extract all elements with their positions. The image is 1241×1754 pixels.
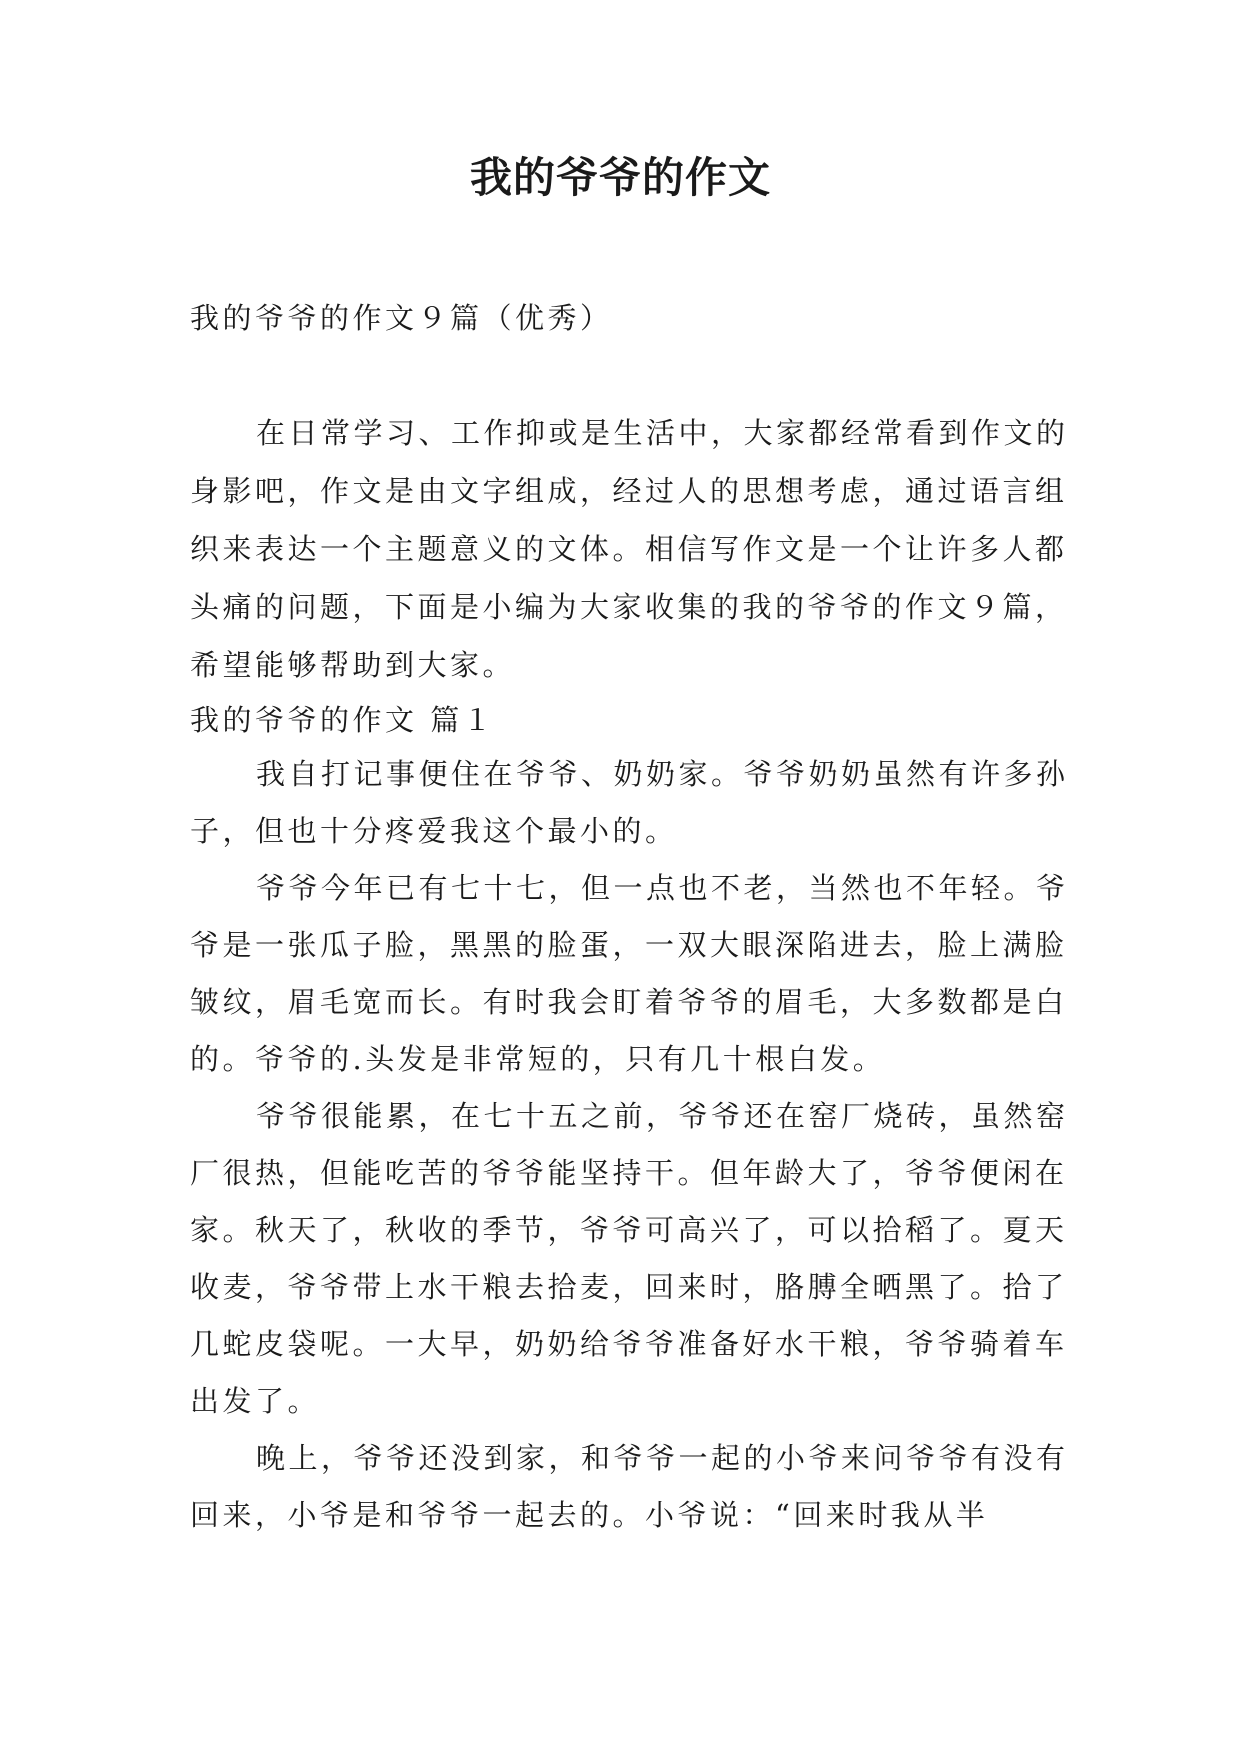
document-subtitle: 我的爷爷的作文９篇（优秀） — [190, 301, 613, 335]
body-paragraph: 爷爷很能累，在七十五之前，爷爷还在窑厂烧砖，虽然窑厂很热，但能吃苦的爷爷能坚持干。但年龄大了，爷爷便闲在家。秋天了，秋收的季节，爷爷可高兴了，可以拾稻了。夏天收麦，爷爷带上水干粮去拾麦，回来时，胳膊全晒黑了。拾了几蛇皮袋呢。一大早，奶奶给爷爷准备好水干粮，爷爷骑着车出发了。 — [190, 1099, 1069, 1418]
section-heading: 我的爷爷的作文 篇１ — [190, 703, 496, 737]
document-body — [190, 290, 1070, 1544]
body-paragraph: 我自打记事便住在爷爷、奶奶家。爷爷奶奶虽然有许多孙子，但也十分疼爱我这个最小的。 — [190, 757, 1069, 848]
document-title: 我的爷爷的作文 — [469, 153, 771, 202]
body-paragraph: 晚上，爷爷还没到家，和爷爷一起的小爷来问爷爷有没有回来，小爷是和爷爷一起去的。小爷说：“回来时我从半 — [190, 1441, 1069, 1532]
intro-paragraph: 在日常学习、工作抑或是生活中，大家都经常看到作文的身影吧，作文是由文字组成，经过人的思想考虑，通过语言组织来表达一个主题意义的文体。相信写作文是一个让许多人都头痛的问题，下面是小编为大家收集的我的爷爷的作文９篇，希望能够帮助到大家。 — [190, 416, 1069, 682]
body-paragraph: 爷爷今年已有七十七，但一点也不老，当然也不年轻。爷爷是一张瓜子脸，黑黑的脸蛋，一双大眼深陷进去，脸上满脸皱纹，眉毛宽而长。有时我会盯着爷爷的眉毛，大多数都是白的。爷爷的.头发是非常短的，只有几十根白发。 — [190, 871, 1069, 1076]
